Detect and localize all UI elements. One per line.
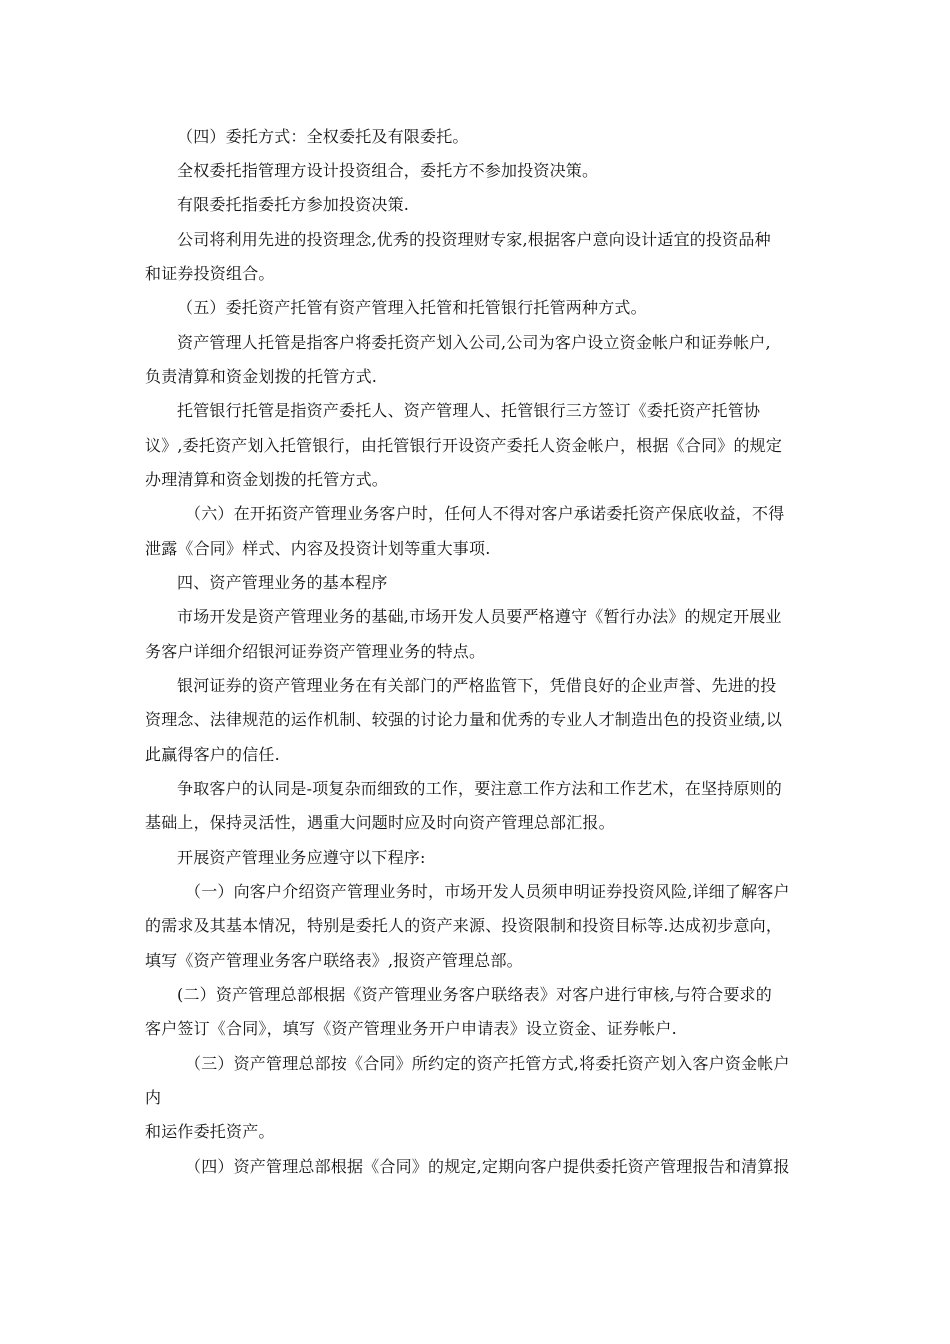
- paragraph-line: 公司将利用先进的投资理念,优秀的投资理财专家,根据客户意向设计适宜的投资品种: [177, 230, 771, 249]
- paragraph-line: 和运作委托资产。: [145, 1122, 275, 1141]
- step-three-line: （三）资产管理总部按《合同》所约定的资产托管方式,将委托资产划入客户资金帐户: [185, 1054, 790, 1073]
- paragraph-line: 泄露《合同》样式、内容及投资计划等重大事项.: [145, 539, 491, 558]
- paragraph-line: 全权委托指管理方设计投资组合，委托方不参加投资决策。: [177, 161, 599, 180]
- paragraph-line: 资理念、法律规范的运作机制、较强的讨论力量和优秀的专业人才制造出色的投资业绩,以: [145, 710, 783, 729]
- paragraph-line: 填写《资产管理业务客户联络表》,报资产管理总部。: [145, 951, 523, 970]
- section-heading-basic-procedure: 四、资产管理业务的基本程序: [177, 573, 388, 592]
- paragraph-line: 务客户详细介绍银河证券资产管理业务的特点。: [145, 642, 486, 661]
- paragraph-line: 基础上，保持灵活性，遇重大问题时应及时向资产管理总部汇报。: [145, 813, 615, 832]
- paragraph-line: 内: [145, 1088, 162, 1107]
- paragraph-line: 银河证券的资产管理业务在有关部门的严格监管下，凭借良好的企业声誉、先进的投: [177, 676, 777, 695]
- paragraph-line: 资产管理人托管是指客户将委托资产划入公司,公司为客户设立资金帐户和证券帐户,: [177, 333, 771, 352]
- paragraph-line: 托管银行托管是指资产委托人、资产管理人、托管银行三方签订《委托资产托管协: [177, 401, 761, 420]
- paragraph-line: 客户签订《合同》，填写《资产管理业务开户申请表》设立资金、证券帐户.: [145, 1019, 677, 1038]
- paragraph-line: 负责清算和资金划拨的托管方式.: [145, 367, 378, 386]
- heading-no-guarantee: （六）在开拓资产管理业务客户时，任何人不得对客户承诺委托资产保底收益，不得: [185, 504, 785, 523]
- paragraph-line: 办理清算和资金划拨的托管方式。: [145, 470, 389, 489]
- paragraph-line: 此赢得客户的信任.: [145, 745, 280, 764]
- step-one-line: （一）向客户介绍资产管理业务时，市场开发人员须申明证券投资风险,详细了解客户: [185, 882, 790, 901]
- paragraph-line: 有限委托指委托方参加投资决策.: [177, 195, 410, 214]
- paragraph-line: 开展资产管理业务应遵守以下程序:: [177, 848, 426, 867]
- paragraph-line: 和证券投资组合。: [145, 264, 275, 283]
- step-two-line: (二）资产管理总部根据《资产管理业务客户联络表》对客户进行审核,与符合要求的: [177, 985, 772, 1004]
- paragraph-line: 议》,委托资产划入托管银行，由托管银行开设资产委托人资金帐户，根据《合同》的规定: [145, 436, 783, 455]
- heading-custody-method: （五）委托资产托管有资产管理入托管和托管银行托管两种方式。: [177, 298, 647, 317]
- paragraph-line: 市场开发是资产管理业务的基础,市场开发人员要严格遵守《暂行办法》的规定开展业: [177, 607, 782, 626]
- heading-entrust-method: （四）委托方式：全权委托及有限委托。: [177, 127, 469, 146]
- paragraph-line: 的需求及其基本情况，特别是委托人的资产来源、投资限制和投资目标等.达成初步意向，: [145, 916, 783, 935]
- paragraph-line: 争取客户的认同是-项复杂而细致的工作，要注意工作方法和工作艺术，在坚持原则的: [177, 779, 783, 798]
- step-four-line: （四）资产管理总部根据《合同》的规定,定期向客户提供委托资产管理报告和清算报: [185, 1157, 790, 1176]
